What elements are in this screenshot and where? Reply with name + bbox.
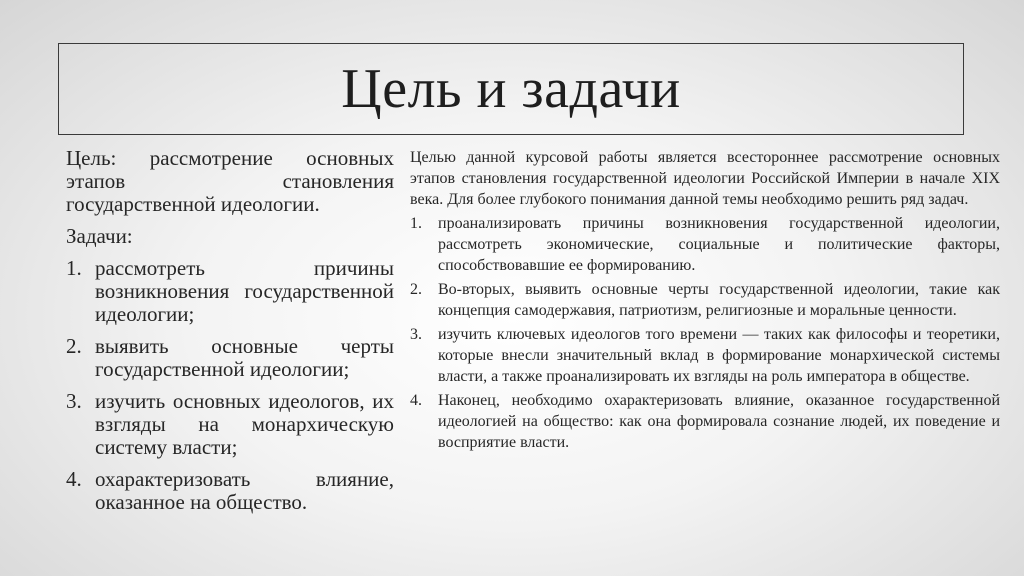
tasks-list [66,257,394,514]
list-item [410,213,1000,276]
item-text: Во-вторых, выявить основные черты государственной идеологии, такие как концепция самодержавия, патриотизм, религиозные и моральные ценности. [438,281,1000,319]
item-text: рассмотреть причины возникновения государственной идеологии; [95,256,394,326]
item-text: изучить ключевых идеологов того времени — таких как философы и теоретики, которые внесли значительный вклад в формирование монархической системы власти, а также проанализировать их взгляды на роль императора в обществе. [438,326,1000,385]
left-column [66,147,394,523]
intro-text: Целью данной курсовой работы является всестороннее рассмотрение основных этапов становления государственной идеологии Российской Империи в начале XIX века. Для более глубокого понимания данной темы необходимо решить ряд задач. [410,149,1000,208]
item-number: 2. [410,281,422,298]
item-number: 4. [410,392,422,409]
item-text: изучить основных идеологов, их взгляды на монархическую систему власти; [95,389,394,459]
goal-text: Цель: рассмотрение основных этапов становления государственной идеологии. [66,146,394,216]
list-item [410,390,1000,453]
item-number: 3. [410,326,422,343]
list-item [66,257,394,326]
detail-list [410,213,1000,453]
item-number: 1. [410,215,422,232]
tasks-heading: Задачи: [66,224,133,248]
item-text: охарактеризовать влияние, оказанное на общество. [95,467,394,514]
right-column [410,147,1000,456]
item-text: проанализировать причины возникновения государственной идеологии, рассмотреть экономические, социальные и политические факторы, способствовавшие ее формированию. [438,215,1000,274]
list-item [410,324,1000,387]
item-number: 1. [66,256,82,280]
title-box [58,43,964,135]
list-item [410,279,1000,321]
list-item [66,335,394,381]
item-number: 3. [66,389,82,413]
list-item [66,468,394,514]
item-text: Наконец, необходимо охарактеризовать влияние, оказанное государственной идеологией на общество: как она формировала сознание людей, их поведение и восприятие власти. [438,392,1000,451]
item-number: 4. [66,467,82,491]
item-number: 2. [66,334,82,358]
item-text: выявить основные черты государственной идеологии; [95,334,394,381]
list-item [66,390,394,459]
slide-title: Цель и задачи [341,58,681,120]
